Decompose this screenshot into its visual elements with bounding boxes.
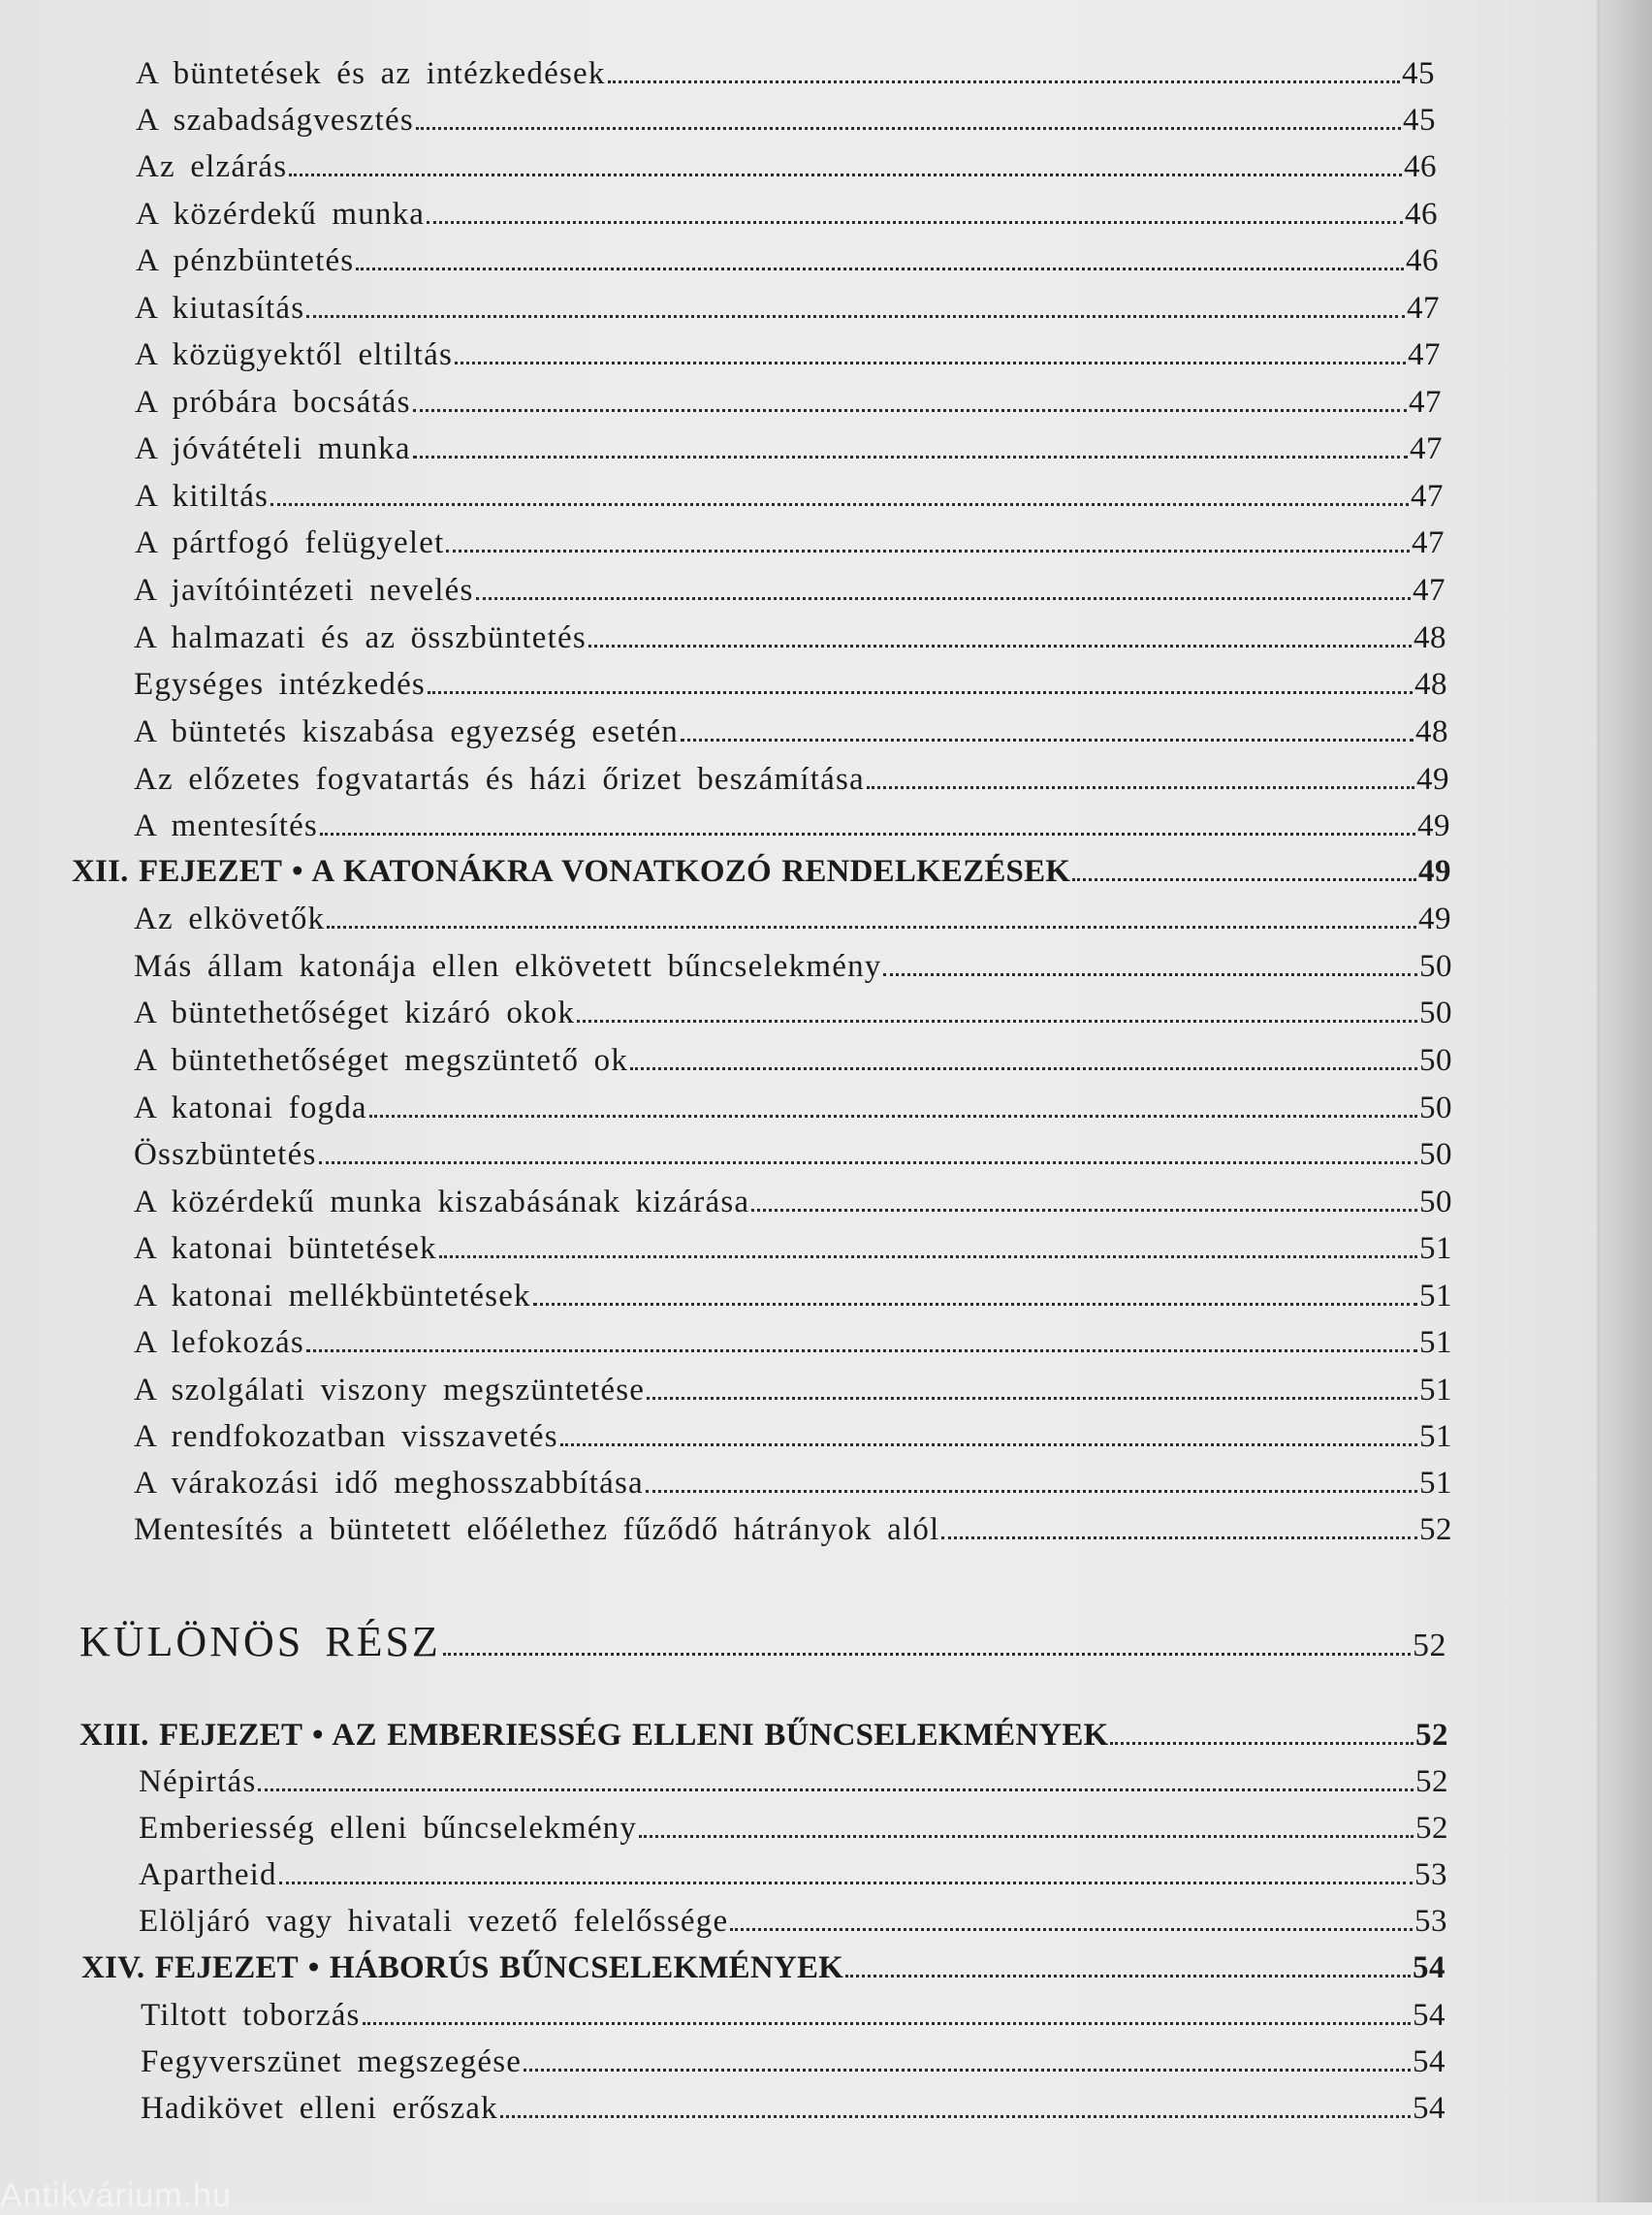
dot-leader bbox=[289, 174, 1402, 176]
toc-entry bbox=[134, 1419, 1452, 1455]
toc-entry-page: 46 bbox=[1405, 197, 1438, 232]
toc-entry-title: A katonai fogda bbox=[134, 1091, 367, 1125]
dot-leader bbox=[630, 1067, 1417, 1070]
toc-entry-title: A mentesítés bbox=[134, 808, 318, 843]
toc-entry-page: 47 bbox=[1409, 385, 1442, 420]
toc-entry-title: Más állam katonája ellen elkövetett bűncselekmény bbox=[134, 949, 882, 984]
toc-entry-page: 51 bbox=[1419, 1466, 1452, 1501]
part-heading-special bbox=[79, 1617, 1446, 1666]
chapter-page: 54 bbox=[1413, 1950, 1446, 1985]
toc-entry-page: 52 bbox=[1415, 1764, 1448, 1799]
toc-entry-title: A jóvátételi munka bbox=[135, 431, 411, 466]
dot-leader bbox=[416, 127, 1401, 130]
dot-leader bbox=[647, 1397, 1417, 1400]
dot-leader bbox=[588, 645, 1412, 648]
toc-entry-page: 54 bbox=[1413, 2091, 1446, 2126]
toc-entry-title: Tiltott toborzás bbox=[141, 1998, 361, 2033]
toc-entry-page: 51 bbox=[1419, 1231, 1452, 1266]
watermark-text: Antikvárium.hu bbox=[0, 2177, 232, 2214]
toc-entry-title: A javítóintézeti nevelés bbox=[134, 573, 474, 608]
part-page: 52 bbox=[1413, 1628, 1446, 1663]
dot-leader bbox=[500, 2115, 1411, 2118]
toc-entry-page: 50 bbox=[1419, 996, 1452, 1030]
toc-entry-page: 48 bbox=[1414, 667, 1447, 702]
dot-leader bbox=[446, 550, 1410, 553]
toc-entry bbox=[136, 243, 1439, 279]
toc-entry bbox=[134, 714, 1448, 750]
toc-entry-page: 47 bbox=[1408, 337, 1441, 372]
toc-entry bbox=[134, 1466, 1452, 1502]
dot-leader bbox=[524, 2069, 1411, 2072]
toc-entry-title: A katonai mellékbüntetések bbox=[134, 1279, 531, 1313]
toc-entry bbox=[134, 762, 1449, 798]
dot-leader bbox=[646, 1490, 1417, 1493]
toc-entry-page: 50 bbox=[1419, 949, 1452, 984]
dot-leader bbox=[327, 926, 1416, 929]
toc-entry bbox=[134, 1231, 1452, 1267]
toc-entry-title: A lefokozás bbox=[134, 1325, 304, 1360]
toc-entry bbox=[134, 1043, 1452, 1079]
dot-leader bbox=[941, 1536, 1417, 1539]
dot-leader bbox=[476, 597, 1411, 600]
chapter-title: XIV. FEJEZET • HÁBORÚS BŰNCSELEKMÉNYEK bbox=[81, 1950, 844, 1985]
toc-entry-title: A büntethetőséget megszüntető ok bbox=[134, 1043, 629, 1078]
toc-entry-page: 52 bbox=[1415, 1811, 1448, 1846]
toc-entry bbox=[135, 479, 1444, 515]
toc-entry-page: 46 bbox=[1406, 243, 1439, 278]
toc-entry-title: A büntethetőséget kizáró okok bbox=[134, 996, 576, 1030]
dot-leader bbox=[279, 1882, 1413, 1884]
toc-entry-page: 49 bbox=[1418, 902, 1451, 936]
toc-entry-title: Hadikövet elleni erőszak bbox=[141, 2091, 498, 2126]
dot-leader bbox=[270, 503, 1409, 506]
toc-entry-title: A szabadságvesztés bbox=[136, 103, 414, 138]
toc-entry-title: A próbára bocsátás bbox=[135, 385, 411, 420]
toc-entry bbox=[134, 1091, 1452, 1126]
toc-entry-page: 48 bbox=[1414, 620, 1446, 655]
toc-entry-page: 52 bbox=[1419, 1512, 1452, 1547]
toc-entry-title: A pénzbüntetés bbox=[136, 243, 355, 278]
toc-entry bbox=[135, 291, 1440, 327]
toc-entry bbox=[136, 197, 1438, 233]
dot-leader bbox=[608, 80, 1400, 83]
toc-entry bbox=[134, 1185, 1452, 1220]
dot-leader bbox=[455, 362, 1406, 364]
toc-entry-page: 47 bbox=[1413, 573, 1446, 608]
toc-entry bbox=[135, 385, 1442, 421]
chapter-page: 49 bbox=[1418, 854, 1451, 889]
dot-leader bbox=[639, 1835, 1414, 1838]
dot-leader bbox=[560, 1443, 1417, 1446]
toc-entry-page: 50 bbox=[1419, 1091, 1452, 1125]
dot-leader bbox=[730, 1928, 1413, 1931]
toc-entry bbox=[134, 808, 1450, 844]
toc-entry-title: Mentesítés a büntetett előélethez fűződő hátrányok alól bbox=[134, 1512, 940, 1547]
dot-leader bbox=[1072, 878, 1416, 881]
toc-entry-page: 50 bbox=[1419, 1137, 1452, 1172]
toc-entry-page: 54 bbox=[1413, 1998, 1446, 2033]
toc-entry-title: Fegyverszünet megszegése bbox=[141, 2044, 523, 2079]
toc-entry-page: 47 bbox=[1411, 479, 1444, 514]
dot-leader bbox=[681, 739, 1414, 742]
toc-entry-title: A büntetés kiszabása egyezség esetén bbox=[134, 714, 680, 749]
dot-leader bbox=[883, 973, 1417, 976]
dot-leader bbox=[439, 1255, 1417, 1258]
toc-entry-title: A közérdekű munka kiszabásának kizárása bbox=[134, 1185, 750, 1219]
toc-entry-title: A büntetések és az intézkedések bbox=[136, 56, 606, 91]
toc-entry-page: 48 bbox=[1415, 714, 1448, 749]
toc-entry bbox=[139, 1811, 1448, 1847]
toc-entry bbox=[139, 1764, 1448, 1800]
toc-entry-title: Az elkövetők bbox=[134, 902, 326, 936]
toc-entry-page: 47 bbox=[1412, 525, 1445, 560]
toc-entry bbox=[134, 949, 1452, 985]
toc-entry-page: 51 bbox=[1419, 1373, 1452, 1408]
dot-leader bbox=[306, 1349, 1417, 1352]
next-page-edge bbox=[1600, 0, 1652, 2202]
toc-entry bbox=[134, 902, 1451, 937]
dot-leader bbox=[577, 1020, 1417, 1023]
toc-entry-page: 49 bbox=[1416, 762, 1449, 797]
dot-leader bbox=[413, 409, 1407, 412]
chapter-heading-xii bbox=[72, 854, 1451, 890]
toc-entry bbox=[136, 56, 1435, 92]
dot-leader bbox=[319, 1161, 1417, 1164]
toc-entry bbox=[134, 1512, 1452, 1548]
dot-leader bbox=[845, 1975, 1411, 1978]
dot-leader bbox=[867, 786, 1414, 789]
dot-leader bbox=[1110, 1742, 1414, 1745]
dot-leader bbox=[356, 268, 1404, 270]
dot-leader bbox=[427, 221, 1403, 224]
toc-entry-title: A rendfokozatban visszavetés bbox=[134, 1419, 558, 1454]
toc-entry-title: A pártfogó felügyelet bbox=[135, 525, 445, 560]
toc-entry-title: Összbüntetés bbox=[134, 1137, 317, 1172]
toc-entry-page: 46 bbox=[1404, 149, 1437, 184]
dot-leader bbox=[428, 691, 1413, 694]
toc-entry-page: 45 bbox=[1402, 56, 1435, 91]
toc-entry bbox=[139, 1904, 1447, 1940]
toc-entry-page: 54 bbox=[1413, 2044, 1446, 2079]
toc-entry-page: 45 bbox=[1403, 103, 1436, 138]
toc-entry-title: A katonai büntetések bbox=[134, 1231, 437, 1266]
toc-entry-title: Népirtás bbox=[139, 1764, 257, 1799]
toc-entry bbox=[134, 1325, 1452, 1361]
toc-entry bbox=[141, 2044, 1446, 2080]
toc-entry-title: Egységes intézkedés bbox=[134, 667, 426, 702]
toc-entry-page: 50 bbox=[1419, 1185, 1452, 1219]
chapter-page: 52 bbox=[1415, 1718, 1448, 1753]
toc-entry-title: Az elzárás bbox=[136, 149, 288, 184]
toc-entry-page: 53 bbox=[1414, 1857, 1447, 1892]
chapter-title: XIII. FEJEZET • AZ EMBERIESSÉG ELLENI BŰNCSELEKMÉNYEK bbox=[79, 1718, 1109, 1753]
toc-entry bbox=[134, 1279, 1452, 1314]
toc-entry-title: A szolgálati viszony megszüntetése bbox=[134, 1373, 646, 1408]
toc-entry bbox=[134, 996, 1452, 1031]
dot-leader bbox=[320, 833, 1415, 836]
toc-entry-page: 47 bbox=[1410, 431, 1443, 466]
dot-leader bbox=[413, 456, 1408, 459]
toc-entry bbox=[139, 1857, 1447, 1893]
toc-entry-title: A közérdekű munka bbox=[136, 197, 426, 232]
dot-leader bbox=[258, 1788, 1414, 1791]
toc-entry bbox=[134, 1373, 1452, 1408]
toc-entry-page: 51 bbox=[1419, 1279, 1452, 1313]
toc-entry-title: A közügyektől eltiltás bbox=[135, 337, 454, 372]
toc-entry bbox=[141, 2091, 1446, 2127]
toc-entry-page: 49 bbox=[1417, 808, 1450, 843]
dot-leader bbox=[306, 315, 1405, 318]
dot-leader bbox=[751, 1209, 1417, 1212]
toc-entry bbox=[135, 431, 1443, 467]
chapter-title: XII. FEJEZET • A KATONÁKRA VONATKOZÓ RENDELKEZÉSEK bbox=[72, 854, 1071, 889]
dot-leader bbox=[363, 2022, 1411, 2025]
dot-leader bbox=[369, 1115, 1417, 1118]
toc-entry bbox=[134, 620, 1446, 656]
toc-entry bbox=[134, 667, 1447, 703]
toc-entry bbox=[135, 337, 1441, 373]
toc-entry-title: Emberiesség elleni bűncselekmény bbox=[139, 1811, 638, 1846]
toc-entry-title: A várakozási idő meghosszabbítása bbox=[134, 1466, 644, 1501]
toc-entry-page: 51 bbox=[1419, 1325, 1452, 1360]
toc-entry-title: A kiutasítás bbox=[135, 291, 305, 326]
toc-entry-page: 47 bbox=[1407, 291, 1440, 326]
toc-entry-page: 51 bbox=[1419, 1419, 1452, 1454]
chapter-heading-xiii bbox=[79, 1718, 1448, 1754]
toc-entry bbox=[134, 573, 1446, 609]
toc-entry-title: Elöljáró vagy hivatali vezető felelőssége bbox=[139, 1904, 729, 1939]
toc-entry bbox=[134, 1137, 1452, 1173]
toc-entry bbox=[141, 1998, 1446, 2034]
dot-leader bbox=[443, 1653, 1411, 1656]
part-title: KÜLÖNÖS RÉSZ bbox=[79, 1618, 441, 1665]
toc-entry bbox=[136, 103, 1436, 139]
toc-entry-title: A kitiltás bbox=[135, 479, 270, 514]
toc-entry bbox=[136, 149, 1437, 185]
dot-leader bbox=[533, 1303, 1417, 1306]
toc-entry-title: A halmazati és az összbüntetés bbox=[134, 620, 587, 655]
toc-entry bbox=[135, 525, 1445, 561]
toc-entry-title: Apartheid bbox=[139, 1857, 277, 1892]
toc-entry-title: Az előzetes fogvatartás és házi őrizet beszámítása bbox=[134, 762, 865, 797]
chapter-heading-xiv bbox=[81, 1950, 1446, 1986]
toc-entry-page: 53 bbox=[1414, 1904, 1447, 1939]
toc-entry-page: 50 bbox=[1419, 1043, 1452, 1078]
